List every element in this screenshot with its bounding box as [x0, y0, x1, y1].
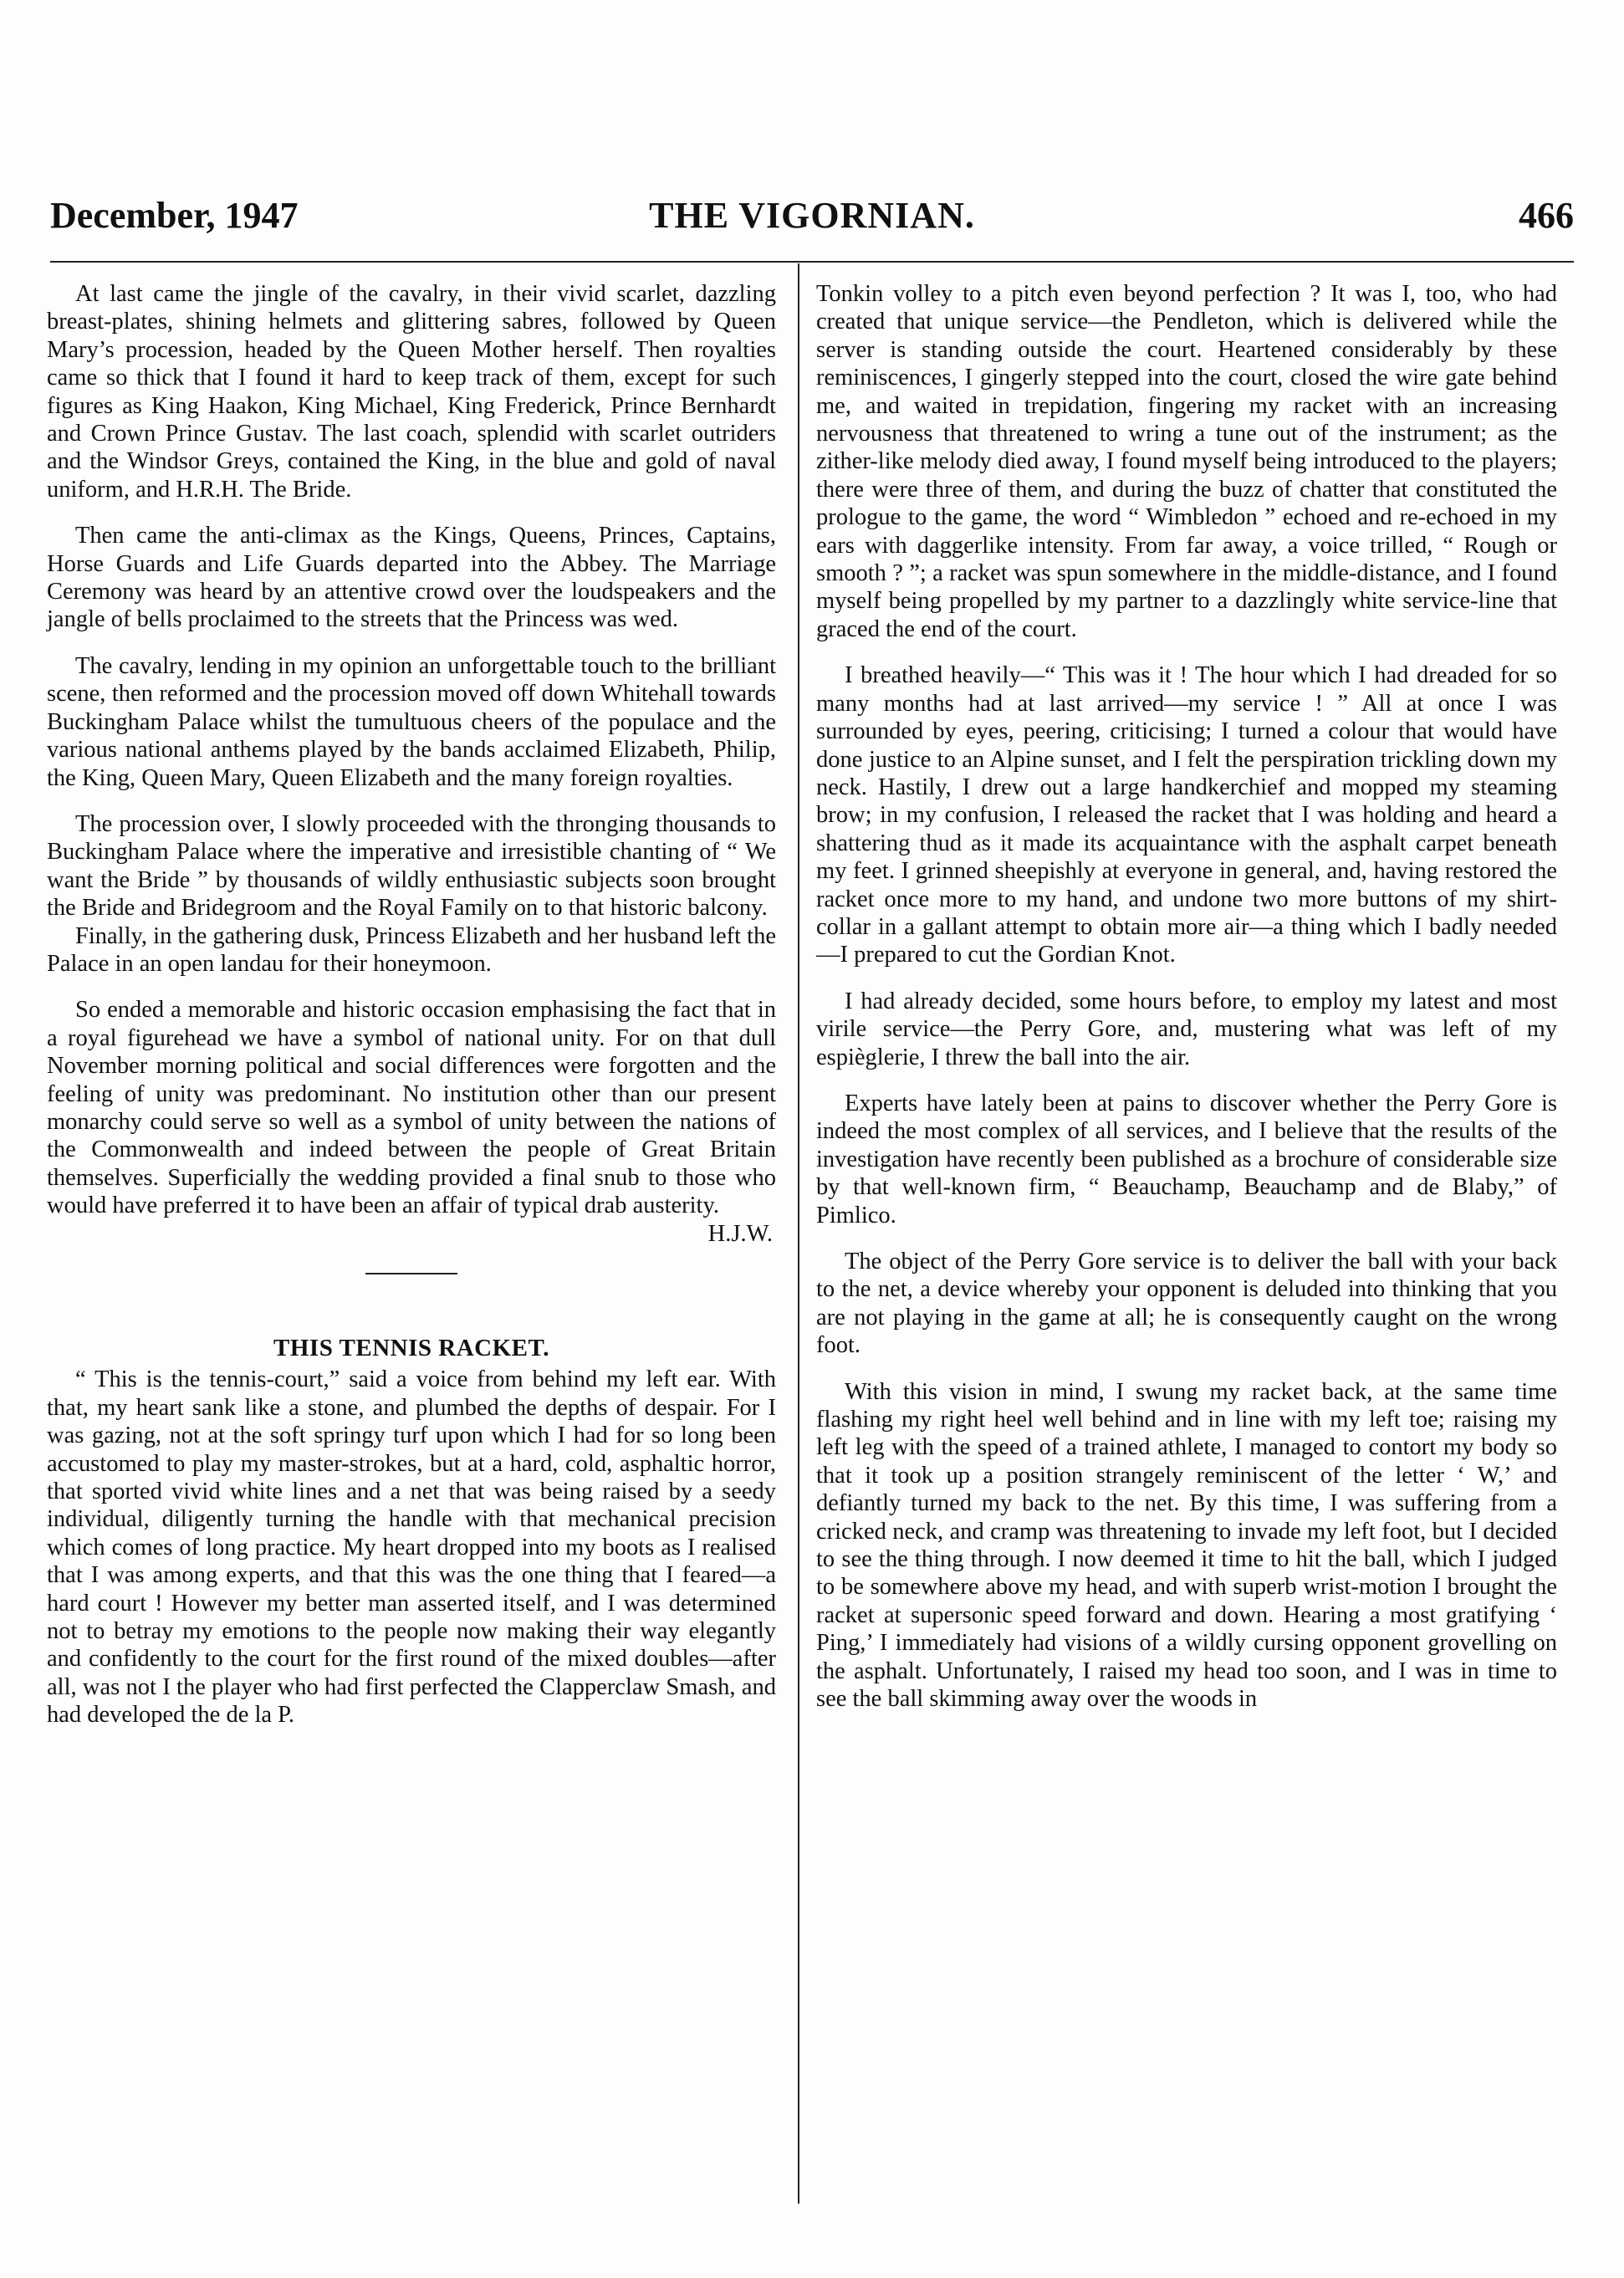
author-signature: H.J.W.: [707, 1220, 773, 1247]
paragraph: The object of the Perry Gore service is to deliver the ball with your back to the net, a device whereby your opponent is deluded into thinking that you are not playing in the game at all; he is consequently caught on the wrong foot.: [816, 1249, 1557, 1359]
paragraph: With this vision in mind, I swung my racket back, at the same time flashing my right heel well behind and in line with my left toe; raising my left leg with the speed of a trained athlete, I managed to contort my body so that it took up a position strangely reminiscent of the letter ‘ W,’ and defiantly turned my back to the net. By this time, I was suffering from a cricked neck, and cramp was threatening to invade my left foot, but I decided to see the thing through. I now deemed it time to hit the ball, which I judged to be somewhere above my head, and with superb wrist-motion I brought the racket at supersonic speed forward and down. Hearing a most gratifying ‘ Ping,’ I immediately had visions of a wildly cursing opponent grovelling on the asphalt. Unfortunately, I raised my head too soon, and I was in time to see the ball skimming away over the woods in: [816, 1378, 1557, 1713]
paragraph: Experts have lately been at pains to discover whether the Perry Gore is indeed the most complex of all services, and I believe that the results of the investigation have recently been published as a brochure of considerable size by that well-known firm, “ Beauchamp, Beauchamp and de Blaby,” of Pimlico.: [816, 1090, 1557, 1228]
paragraph: I breathed heavily—“ This was it ! The hour which I had dreaded for so many months had at last arrived—my service ! ” All at once I was surrounded by eyes, peering, criticising; I turned a colour that would have done justice to an Alpine sunset, and I felt the perspiration trickling down my neck. Hastily, I drew out a large handkerchief and mopped my steaming brow; in my confusion, I released the racket that I was holding and heard a shattering thud as it made its acquaintance with the asphalt carpet beneath my feet. I grinned sheepishly at everyone in general, and, having restored the racket once more to my hand, and undone two more buttons of my shirt-collar in a gallant attempt to obtain more air—a thing which I badly needed—I prepared to cut the Gordian Knot.: [816, 662, 1557, 968]
paragraph: At last came the jingle of the cavalry, in their vivid scarlet, dazzling breast-plates, shining helmets and glittering sabres, followed by Queen Mary’s procession, headed by the Queen Mother herself. Then royalties came so thick that I found it hard to keep track of them, except for such figures as King Haakon, King Michael, King Frederick, Prince Bernhardt and Crown Prince Gustav. The last coach, splendid with scarlet outriders and the Windsor Greys, contained the King, in the blue and gold of naval uniform, and H.R.H. The Bride.: [47, 281, 776, 503]
paragraph: The procession over, I slowly proceeded with the thronging thousands to Buckingham Palace where the imperative and irresistible chanting of “ We want the Bride ” by thousands of wildly enthusiastic subjects soon brought the Bride and Bridegroom and the Royal Family on to that historic balcony.: [47, 810, 776, 922]
publication-title: THE VIGORNIAN.: [649, 195, 975, 236]
paragraph: Finally, in the gathering dusk, Princess Elizabeth and her husband left the Palace in an open landau for their honeymoon.: [47, 922, 776, 977]
paragraph: So ended a memorable and historic occasion emphasising the fact that in a royal figurehead we have a symbol of national unity. For on that dull November morning political and social differences were forgotten and the feeling of unity was predominant. No institution other than our present monarchy could serve so well as a symbol of unity between the nations of the Commonwealth and indeed between the people of Great Britain themselves. Superficially the wedding provided a final snub to those who would have preferred it to have been an affair of typical drab austerity.: [47, 997, 776, 1219]
paragraph: Tonkin volley to a pitch even beyond perfection ? It was I, too, who had created that unique service—the Pendleton, which is delivered while the server is standing outside the court. Heartened considerably by these reminiscences, I gingerly stepped into the court, closed the wire gate behind me, and waited in trepidation, fingering my racket with an increasing nervousness that threatened to wring a tune out of the instrument; as the zither-like melody died away, I found myself being introduced to the players; there were three of them, and during the buzz of chatter that constituted the prologue to the game, the word “ Wimbledon ” echoed and re-echoed in my ears with daggerlike intensity. From far away, a voice trilled, “ Rough or smooth ? ”; a racket was spun somewhere in the middle-distance, and I found myself being propelled by my partner to a dazzlingly white service-line that graced the end of the court.: [816, 281, 1557, 642]
right-column: [816, 280, 1557, 1732]
header-rule: [50, 261, 1574, 263]
paragraph: The cavalry, lending in my opinion an unforgettable touch to the brilliant scene, then reformed and the procession moved off down Whitehall towards Buckingham Palace whilst the tumultuous cheers of the populace and the various national anthems played by the bands acclaimed Elizabeth, Philip, the King, Queen Mary, Queen Elizabeth and the many foreign royalties.: [47, 652, 776, 791]
article-title: THIS TENNIS RACKET.: [273, 1335, 549, 1361]
page-number: 466: [1519, 195, 1574, 236]
column-divider: [798, 263, 799, 2204]
issue-date: December, 1947: [50, 195, 299, 236]
paragraph: Then came the anti-climax as the Kings, Queens, Princes, Captains, Horse Guards and Life Guards departed into the Abbey. The Marriage Ceremony was heard by an attentive crowd over the loudspeakers and the jangle of bells proclaimed to the streets that the Princess was wed.: [47, 523, 776, 633]
paragraph: I had already decided, some hours before, to employ my latest and most virile service—the Perry Gore, and, mustering what was left of my espièglerie, I threw the ball into the air.: [816, 988, 1557, 1070]
paragraph: “ This is the tennis-court,” said a voice from behind my left ear. With that, my heart sank like a stone, and plumbed the depths of despair. For I was gazing, not at the soft springy turf upon which I had for so long been accustomed to play my master-strokes, but at a hard, cold, asphaltic horror, that sported vivid white lines and a net that was being raised by a seedy individual, diligently turning the handle with that mechanical precision which comes of long practice. My heart dropped into my boots as I realised that I was among experts, and that this was the one thing that I feared—a hard court ! However my better man asserted itself, and I was determined not to betray my emotions to the people now making their way elegantly and confidently to the court for the first round of the mixed doubles—after all, was not I the player who had first perfected the Clapperclaw Smash, and had developed the de la P.: [47, 1366, 776, 1729]
section-divider: [365, 1273, 457, 1274]
left-column: [47, 280, 776, 1748]
page-header: [50, 194, 1574, 244]
